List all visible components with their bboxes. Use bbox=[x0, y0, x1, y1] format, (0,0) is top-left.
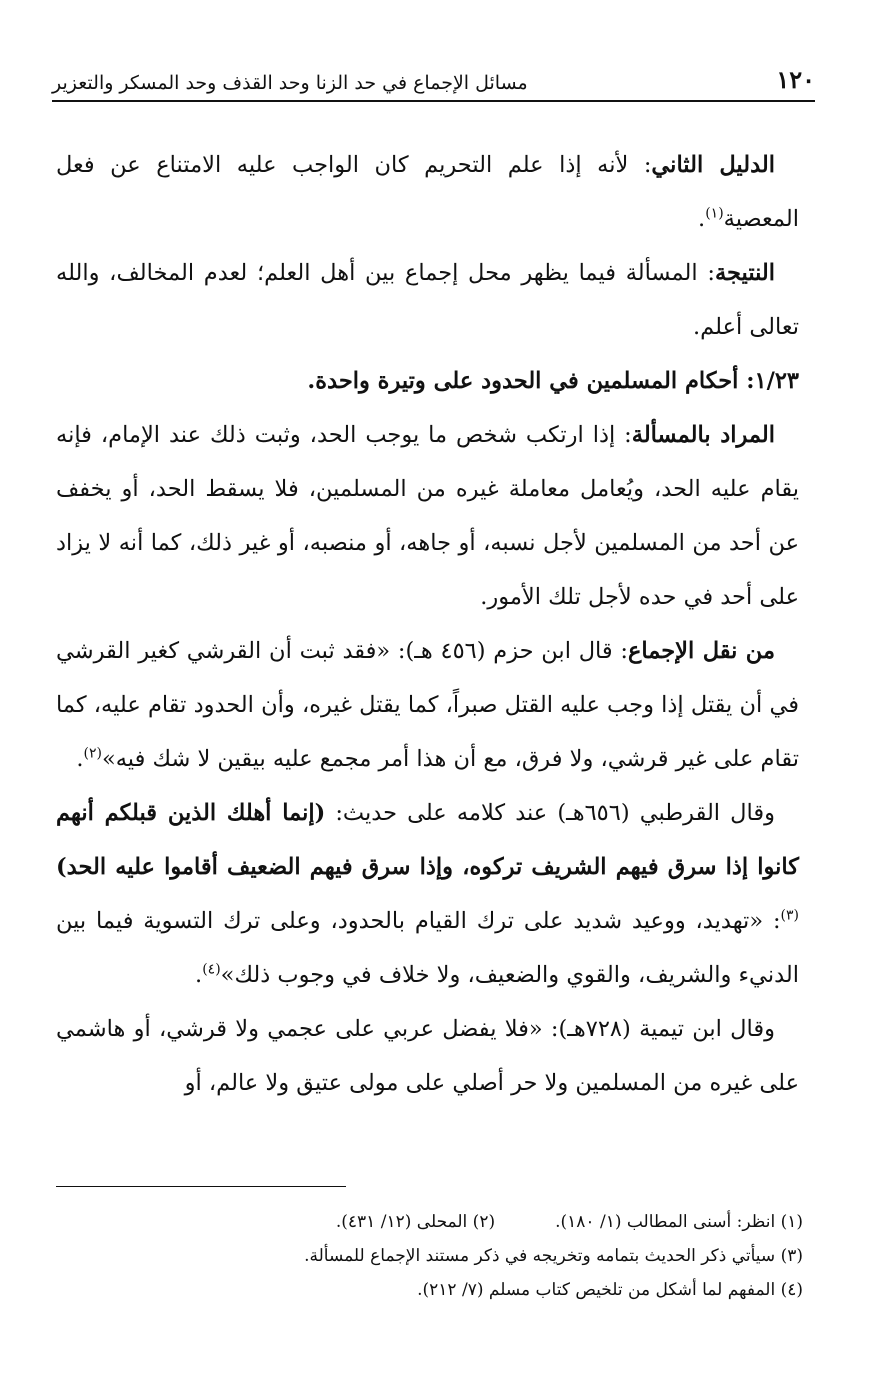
paragraph-end: . bbox=[698, 206, 706, 232]
paragraph-second-evidence bbox=[56, 138, 799, 246]
footnote-4: (٤) المفهم لما أشكل من تلخيص كتاب مسلم (٧/ ٢١٢). bbox=[417, 1280, 803, 1300]
footnotes bbox=[56, 1205, 803, 1307]
main-text bbox=[56, 138, 799, 1110]
paragraph-consensus-transmission bbox=[56, 624, 799, 786]
paragraph-label: المراد بالمسألة bbox=[631, 422, 775, 448]
footnote-row bbox=[56, 1205, 803, 1239]
paragraph-result bbox=[56, 246, 799, 354]
paragraph-text: : قال ابن حزم (٤٥٦ هـ): «فقد ثبت أن القرشي كغير القرشي في أن يقتل إذا وجب عليه القتل صبراً، كما يقتل غيره، وأن الحدود تقام عليه، كما تقام على غير قرشي، ولا فرق، مع أن هذا أمر مجمع عليه بيقين لا شك فيه» bbox=[56, 638, 799, 772]
footnote-marker[interactable]: (٣) bbox=[780, 907, 799, 924]
paragraph-end: . bbox=[76, 746, 84, 772]
section-heading: ١/٢٣: أحكام المسلمين في الحدود على وتيرة واحدة. bbox=[307, 368, 799, 394]
paragraph-end: . bbox=[195, 962, 203, 988]
paragraph-label: النتيجة bbox=[714, 260, 775, 286]
paragraph-qurtubi bbox=[56, 786, 799, 1002]
paragraph-text: وقال القرطبي (٦٥٦هـ) عند كلامه على حديث: bbox=[325, 800, 775, 826]
footnote-marker[interactable]: (٤) bbox=[202, 961, 221, 978]
paragraph-text: وقال ابن تيمية (٧٢٨هـ): «فلا يفضل عربي على عجمي ولا قرشي، أو هاشمي على غيره من المسلمين ولا حر أصلي على مولى عتيق ولا عالم، أو bbox=[56, 1016, 799, 1096]
footnote-1: (١) انظر: أسنى المطالب (١/ ١٨٠). bbox=[555, 1212, 803, 1232]
paragraph-text: : لأنه إذا علم التحريم كان الواجب عليه الامتناع عن فعل المعصية bbox=[56, 152, 799, 232]
paragraph-text: : المسألة فيما يظهر محل إجماع بين أهل العلم؛ لعدم المخالف، والله تعالى أعلم. bbox=[56, 260, 799, 340]
paragraph-text: : «تهديد، ووعيد شديد على ترك القيام بالحدود، وعلى ترك التسوية فيما بين الدنيء والشريف، والقوي والضعيف، ولا خلاف في وجوب ذلك» bbox=[56, 908, 799, 988]
footnote-marker[interactable]: (١) bbox=[705, 205, 724, 222]
hadith-quote: (إنما أهلك الذين قبلكم أنهم كانوا إذا سرق فيهم الشريف تركوه، وإذا سرق فيهم الضعيف أقاموا عليه الحد) bbox=[56, 800, 799, 880]
running-title: مسائل الإجماع في حد الزنا وحد القذف وحد المسكر والتعزير bbox=[52, 72, 528, 94]
page-number: ١٢٠ bbox=[776, 65, 815, 94]
paragraph-label: من نقل الإجماع bbox=[627, 638, 775, 664]
page-header bbox=[52, 62, 815, 102]
paragraph-text: : إذا ارتكب شخص ما يوجب الحد، وثبت ذلك عند الإمام، فإنه يقام عليه الحد، ويُعامل معاملة غيره من المسلمين، فلا يسقط الحد، أو يخفف عن أحد من المسلمين لأجل نسبه، أو جاهه، أو منصبه، أو غير ذلك، كما أنه لا يزاد على أحد في حده لأجل تلك الأمور. bbox=[56, 422, 799, 610]
footnote-divider bbox=[56, 1186, 346, 1187]
footnote-marker[interactable]: (٢) bbox=[83, 745, 102, 762]
footnote-2: (٢) المحلى (١٢/ ٤٣١). bbox=[335, 1212, 496, 1232]
footnote-3: (٣) سيأتي ذكر الحديث بتمامه وتخريجه في ذكر مستند الإجماع للمسألة. bbox=[304, 1246, 803, 1266]
paragraph-ibn-taymiyyah bbox=[56, 1002, 799, 1110]
paragraph-meaning bbox=[56, 408, 799, 624]
paragraph-label: الدليل الثاني bbox=[651, 152, 775, 178]
